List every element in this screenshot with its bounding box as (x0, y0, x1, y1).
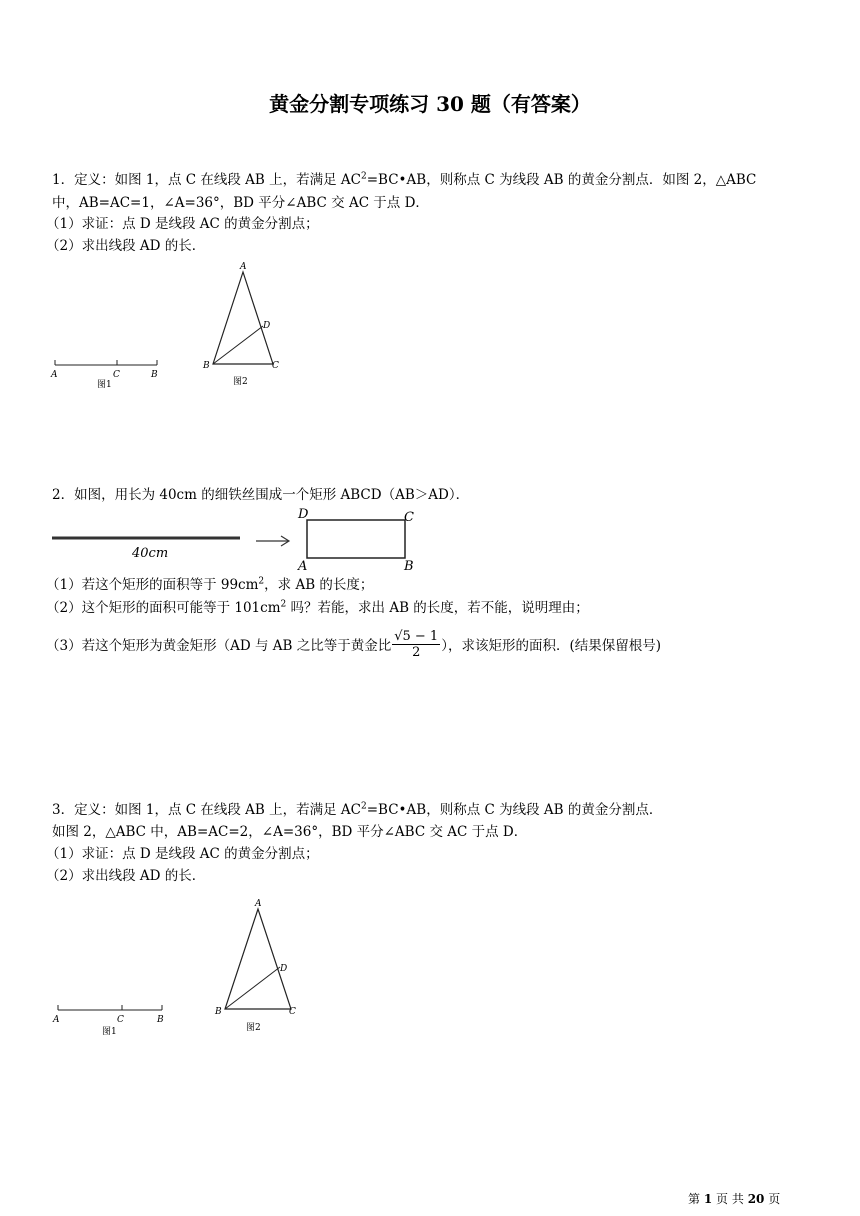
q2-rect-label-b: B (404, 559, 414, 574)
q2-part2-text-b: 吗？若能，求出 AB 的长度，若不能，说明理由； (286, 600, 589, 616)
q2-line1: 2．如图，用长为 40cm 的细铁丝围成一个矩形 ABCD（AB＞AD）． (52, 487, 470, 503)
q2-rect-label-c: C (404, 510, 414, 525)
q3-figure2 (205, 895, 310, 1040)
q3-fig2-label-a: A (255, 899, 262, 909)
q3-line1-text-a: 3．定义：如图 1，点 C 在线段 AB 上，若满足 AC (52, 802, 362, 818)
q1-fig2-label-c: C (272, 361, 279, 371)
q2-part3-text-a: （3）若这个矩形为黄金矩形（AD 与 AB 之比等于黄金比 (46, 638, 392, 654)
q1-fig2-caption: 图2 (233, 377, 248, 387)
q3-line1 (52, 800, 662, 820)
q2-part1-text-a: （1）若这个矩形的面积等于 99cm (46, 577, 259, 593)
q3-fig2-label-d: D (280, 964, 288, 974)
q1-line1 (52, 170, 756, 190)
q1-fig1-label-b: B (151, 370, 158, 380)
footer-total-pages: 20 (747, 1192, 765, 1206)
q2-part1-sup: 2 (258, 576, 265, 587)
q1-fig2-label-b: B (203, 361, 210, 371)
fraction-denominator: 2 (412, 645, 421, 660)
q3-line1-text-b: =BC•AB，则称点 C 为线段 AB 的黄金分割点． (366, 802, 663, 818)
q1-figure2 (195, 260, 295, 390)
footer-prefix: 第 (688, 1192, 701, 1206)
q3-fig1-label-c: C (117, 1015, 124, 1025)
q1-figure1 (45, 355, 175, 395)
q1-part1: （1）求证：点 D 是线段 AC 的黄金分割点； (46, 216, 319, 232)
q2-rect-label-d: D (298, 507, 309, 522)
q2-part1 (46, 575, 373, 595)
q3-fig1-label-b: B (157, 1015, 164, 1025)
footer-suffix: 页 (768, 1192, 781, 1206)
q2-part2-sup: 2 (280, 599, 287, 610)
q1-fig2-label-a: A (240, 262, 247, 272)
q2-wire-label: 40cm (132, 546, 169, 561)
q1-line1-text-a: 1．定义：如图 1，点 C 在线段 AB 上，若满足 AC (52, 172, 362, 188)
q3-line2: 如图 2，△ABC 中，AB=AC=2，∠A=36°，BD 平分∠ABC 交 AC 于点 D． (52, 824, 528, 840)
q1-fig1-label-a: A (51, 370, 58, 380)
q3-fig1-label-a: A (53, 1015, 60, 1025)
footer-mid: 页 共 (716, 1192, 744, 1206)
footer-page-number: 1 (703, 1192, 713, 1206)
q1-fig1-label-c: C (113, 370, 120, 380)
q3-line1-sup: 2 (361, 801, 367, 812)
q3-part1: （1）求证：点 D 是线段 AC 的黄金分割点； (46, 846, 319, 862)
golden-ratio-fraction (392, 629, 440, 660)
page-footer (688, 1190, 780, 1207)
q2-part3 (46, 631, 661, 662)
q1-part2: （2）求出线段 AD 的长． (46, 238, 206, 254)
q1-line1-sup: 2 (361, 171, 367, 182)
q1-line1-text-b: =BC•AB，则称点 C 为线段 AB 的黄金分割点．如图 2，△ABC (366, 172, 757, 188)
q2-part3-text-b: ），求该矩形的面积．(结果保留根号) (441, 638, 661, 654)
q1-fig2-label-d: D (263, 321, 271, 331)
q3-figure1 (48, 1000, 178, 1040)
q3-fig2-label-b: B (215, 1007, 222, 1017)
q3-part2: （2）求出线段 AD 的长． (46, 868, 206, 884)
q3-fig2-label-c: C (289, 1007, 296, 1017)
q1-fig1-caption: 图1 (97, 380, 112, 390)
q3-fig2-caption: 图2 (246, 1023, 261, 1033)
q3-fig1-caption: 图1 (102, 1027, 117, 1037)
q2-rect-label-a: A (298, 559, 308, 574)
q2-figure (50, 505, 430, 575)
q2-part2 (46, 598, 589, 618)
fraction-numerator: √5 − 1 (394, 629, 439, 644)
q2-part1-text-b: ，求 AB 的长度； (264, 577, 374, 593)
q1-line2: 中，AB=AC=1，∠A=36°，BD 平分∠ABC 交 AC 于点 D． (52, 195, 429, 211)
page-title: 黄金分割专项练习 30 题（有答案） (269, 92, 591, 116)
q2-part2-text-a: （2）这个矩形的面积可能等于 101cm (46, 600, 281, 616)
